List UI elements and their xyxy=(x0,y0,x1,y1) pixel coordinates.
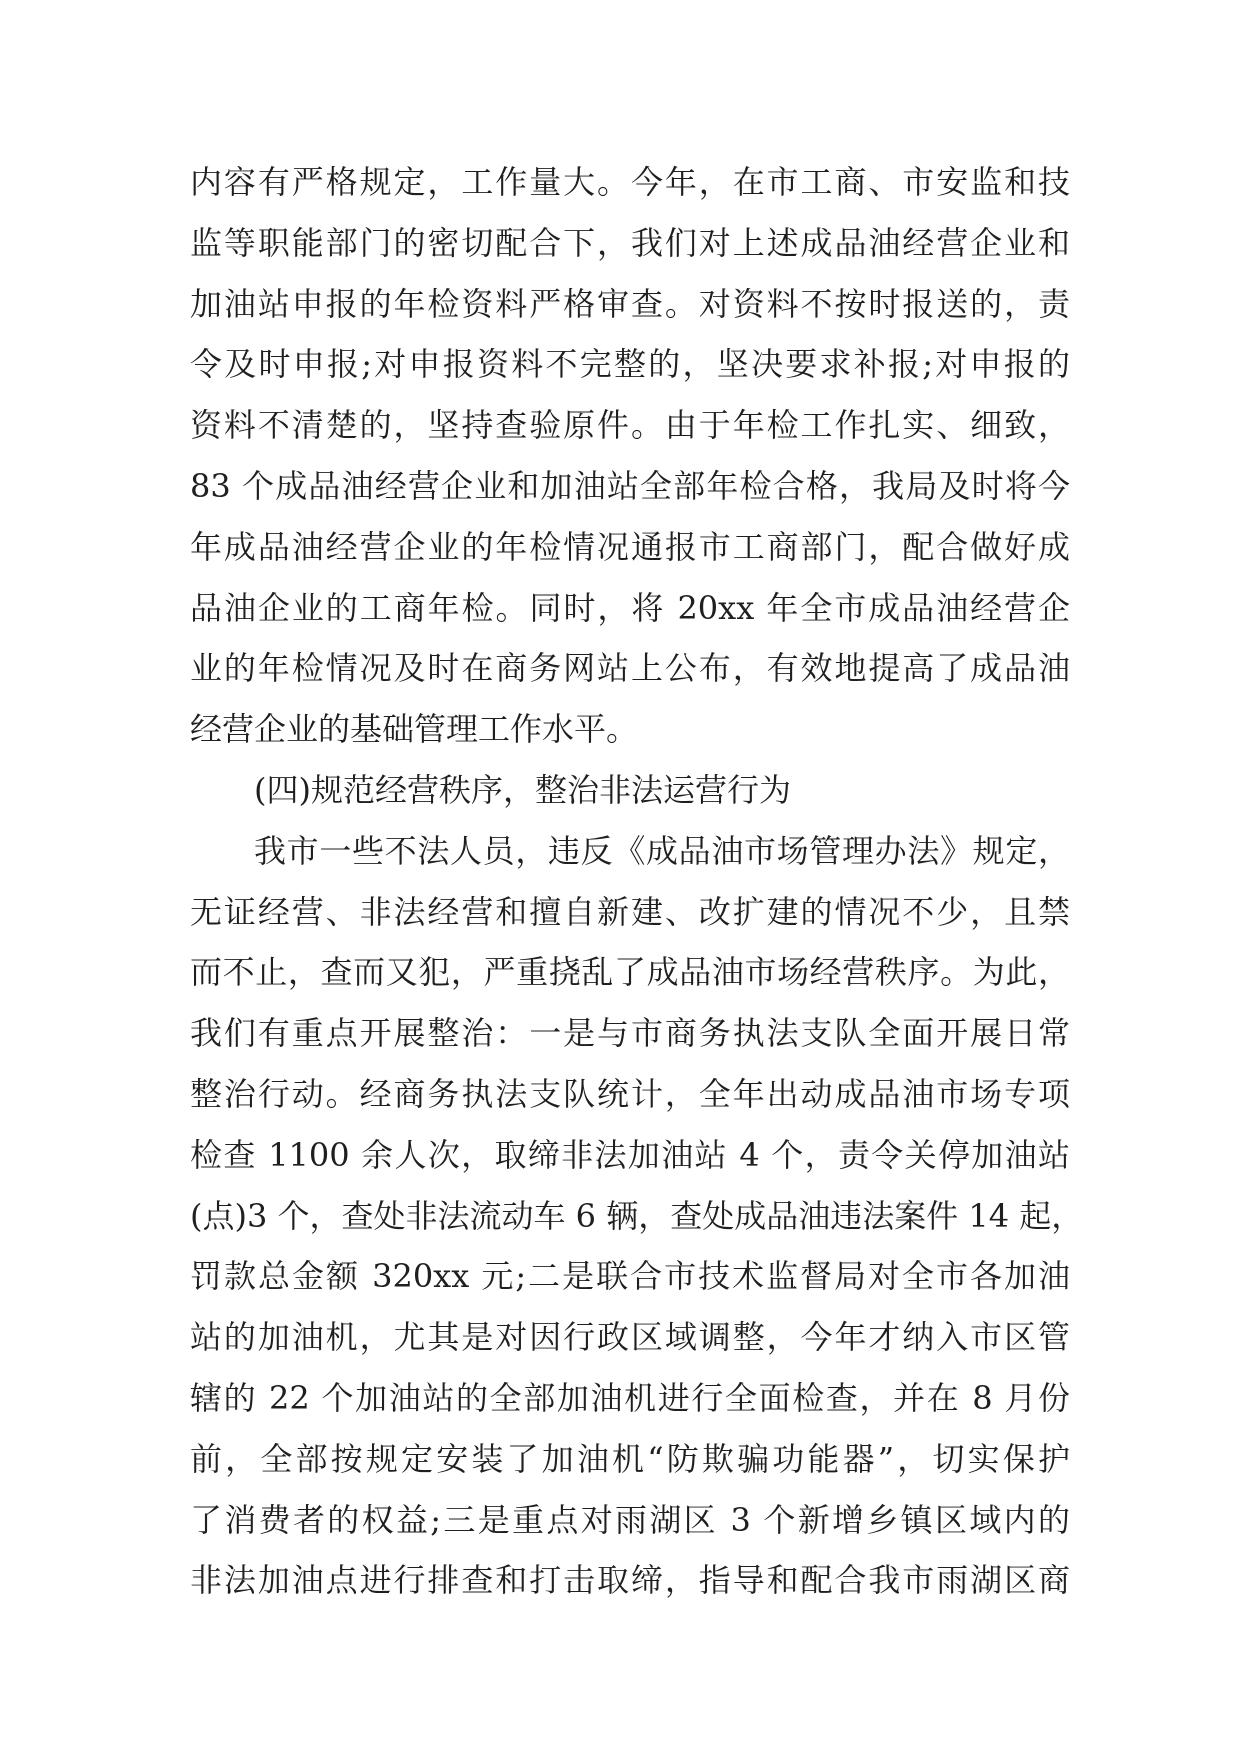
text-line: 内容有严格规定，工作量大。今年，在市工商、市安监和技 xyxy=(190,163,1070,201)
text-line: 罚款总金额 320xx 元;二是联合市技术监督局对全市各加油 xyxy=(190,1257,1070,1296)
text-line: 年成品油经营企业的年检情况通报市工商部门，配合做好成 xyxy=(190,527,1070,566)
text-line: 监等职能部门的密切配合下，我们对上述成品油经营企业和 xyxy=(190,223,1070,262)
text-line: 非法加油点进行排查和打击取缔，指导和配合我市雨湖区商 xyxy=(190,1561,1070,1600)
section-heading: (四)规范经营秩序，整治非法运营行为 xyxy=(254,770,791,809)
text-line: 83 个成品油经营企业和加油站全部年检合格，我局及时将今 xyxy=(190,466,1070,505)
text-line: 站的加油机，尤其是对因行政区域调整，今年才纳入市区管 xyxy=(190,1318,1070,1357)
text-line: 无证经营、非法经营和擅自新建、改扩建的情况不少，且禁 xyxy=(190,892,1070,931)
body-text xyxy=(190,152,1084,1611)
text-line: 加油站申报的年检资料严格审查。对资料不按时报送的，责 xyxy=(190,284,1070,323)
text-line: 我市一些不法人员，违反《成品油市场管理办法》规定， xyxy=(254,831,1070,870)
text-line: 前，全部按规定安装了加油机“防欺骗功能器”，切实保护 xyxy=(190,1439,1070,1478)
text-line: 而不止，查而又犯，严重挠乱了成品油市场经营秩序。为此， xyxy=(190,953,1070,992)
text-line: 了消费者的权益;三是重点对雨湖区 3 个新增乡镇区域内的 xyxy=(190,1500,1070,1539)
text-line: 经营企业的基础管理工作水平。 xyxy=(190,710,639,749)
text-line: 整治行动。经商务执法支队统计，全年出动成品油市场专项 xyxy=(190,1074,1070,1113)
text-line: 资料不清楚的，坚持查验原件。由于年检工作扎实、细致， xyxy=(190,406,1070,445)
text-line: 检查 1100 余人次，取缔非法加油站 4 个，责令关停加油站 xyxy=(190,1135,1070,1174)
text-line: (点)3 个，查处非法流动车 6 辆，查处成品油违法案件 14 起， xyxy=(190,1196,1084,1235)
text-line: 令及时申报;对申报资料不完整的，坚决要求补报;对申报的 xyxy=(190,345,1070,384)
text-line: 品油企业的工商年检。同时，将 20xx 年全市成品油经营企 xyxy=(190,588,1070,627)
text-line: 业的年检情况及时在商务网站上公布，有效地提高了成品油 xyxy=(190,649,1070,688)
text-line: 辖的 22 个加油站的全部加油机进行全面检查，并在 8 月份 xyxy=(190,1378,1070,1417)
text-line: 我们有重点开展整治：一是与市商务执法支队全面开展日常 xyxy=(190,1014,1070,1053)
